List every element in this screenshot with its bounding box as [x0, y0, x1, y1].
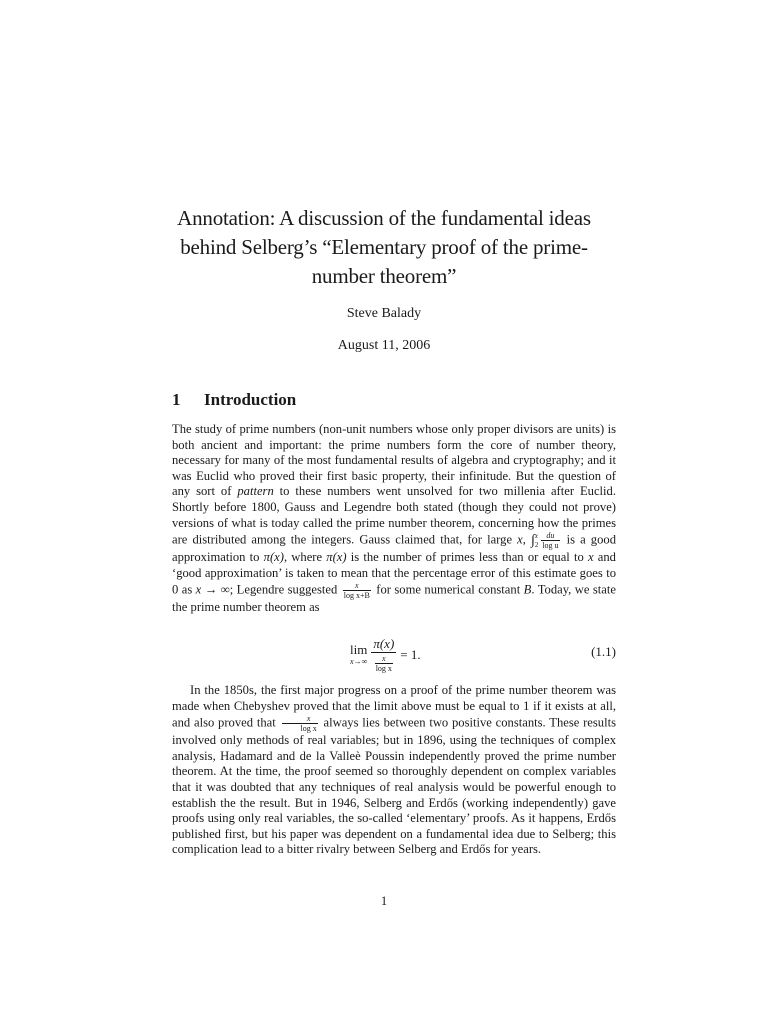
- inner-fraction: [375, 654, 393, 673]
- paragraph-introduction-1: [172, 422, 616, 616]
- chebyshev-fraction: [282, 714, 318, 733]
- display-equation: [172, 632, 616, 674]
- paper-date: August 11, 2006: [337, 338, 431, 353]
- fraction-numerator: x: [375, 654, 393, 664]
- limit-subscript: x→∞: [350, 657, 368, 666]
- section-number: 1: [172, 390, 181, 409]
- legendre-fraction: [343, 581, 371, 600]
- fraction-numerator: du: [541, 531, 559, 541]
- fraction-numerator: x: [343, 581, 371, 591]
- page-number: 1: [380, 894, 388, 908]
- math-pi-x: π(x): [263, 550, 284, 565]
- fraction-denominator: log x: [300, 724, 317, 734]
- text-segment: In the 1850s, the first major progress on a proof of the prime number theorem was made when Chebyshev proved that the limit above must be equal to 1 if it exists at all, and also proved that: [172, 683, 616, 730]
- integrand-fraction: [541, 531, 559, 550]
- equation-body: [350, 636, 421, 673]
- emphasis-text: pattern: [237, 484, 274, 499]
- equation-denominator: [371, 653, 396, 673]
- math-variable: x: [517, 532, 523, 547]
- limit-operator: [350, 643, 367, 666]
- integral-upper-limit: x: [534, 531, 538, 540]
- equation-rhs: = 1.: [400, 646, 421, 662]
- fraction-numerator: x: [282, 714, 318, 724]
- equation-fraction: [371, 636, 396, 673]
- equation-numerator: π(x): [373, 636, 395, 651]
- text-segment: and ‘good approximation’ is taken to mean that the percentage error of this estimate goes to 0 as: [172, 550, 616, 597]
- text-segment: . Today, we state the prime number theorem as: [172, 582, 616, 615]
- paper-title: Annotation: A discussion of the fundamental ideas behind Selberg’s “Elementary proof of the prime-number theorem”: [177, 206, 591, 288]
- integral-lower-limit: 2: [534, 540, 539, 549]
- text-segment: , where: [283, 550, 327, 565]
- section-heading: [172, 390, 296, 410]
- math-pi-x: π(x): [326, 550, 347, 565]
- fraction-denominator: log x+B: [343, 591, 370, 601]
- text-segment: is a good approximation to: [172, 532, 616, 565]
- fraction-denominator: log u: [542, 541, 559, 551]
- math-variable: x: [588, 550, 594, 565]
- fraction-denominator: log x: [375, 664, 392, 673]
- limit-word: lim: [350, 642, 368, 657]
- math-constant: B: [523, 582, 532, 597]
- integral-limits: [535, 532, 539, 550]
- math-limit-expression: x → ∞: [195, 582, 230, 597]
- text-segment: to these numbers went unsolved for two millenia after Euclid. Shortly before 1800, Gauss and Legendre both stated (though they could not prove) versions of what is today called the prime number theorem, concerning how the primes are distributed among the integers. Gauss claimed that, for large: [172, 484, 616, 547]
- text-segment: ; Legendre suggested: [229, 582, 341, 597]
- text-segment: ,: [522, 532, 531, 547]
- section-title: Introduction: [204, 390, 297, 409]
- integral-expression: [530, 531, 562, 551]
- text-segment: for some numerical constant: [372, 582, 524, 597]
- text-segment: is the number of primes less than or equal to: [346, 550, 588, 565]
- integral-sign: ∫: [530, 532, 535, 548]
- text-segment: The study of prime numbers (non-unit numbers whose only proper divisors are units) is both ancient and important: the prime numbers form the core of number theory, necessary for many of the most fundamental results of algebra and cryptography; and it was Euclid who proved their first basic property, their infinitude. But the question of any sort of: [172, 422, 616, 499]
- text-segment: always lies between two positive constants. These results involved only methods of real variables; but in 1896, using the techniques of complex analysis, Hadamard and de la Valleè Poussin independently proved the prime number theorem. At the time, the proof seemed so thoroughly dependent on complex variables that it was doubted that any techniques of real analysis would be powerful enough to establish the the result. But in 1946, Selberg and Erdős (working independently) gave proofs using only real variables, the so-called ‘elementary’ proofs. As it happens, Erdős published first, but his paper was dependent on a fundamental idea due to Selberg; this complication lead to a bitter rivalry between Selberg and Erdős for years.: [172, 715, 616, 857]
- paragraph-introduction-2: [172, 683, 616, 858]
- author-name: Steve Balady: [346, 306, 422, 321]
- equation-number: (1.1): [591, 644, 616, 659]
